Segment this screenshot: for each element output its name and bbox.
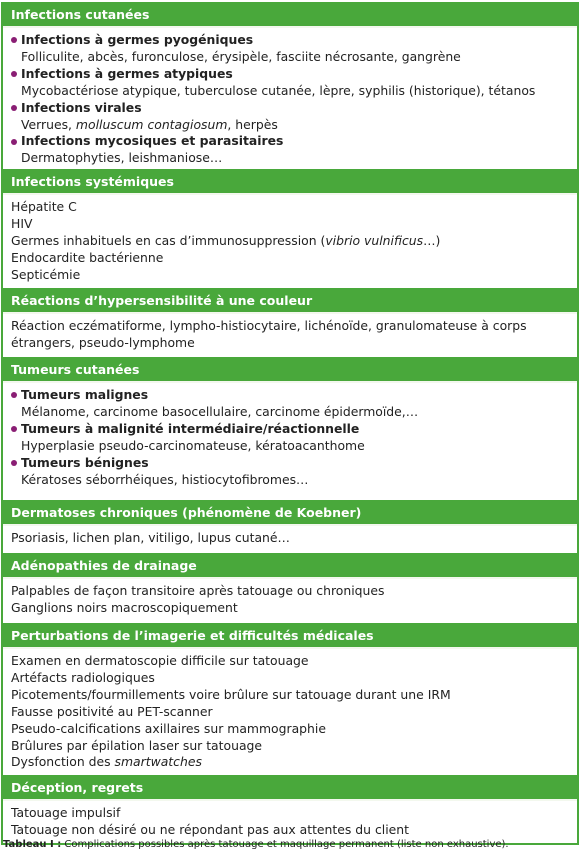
table-caption bbox=[3, 839, 509, 850]
section-body bbox=[3, 579, 577, 623]
list-item: Tatouage impulsif bbox=[11, 805, 121, 820]
subsection-item: Mélanome, carcinome basocellulaire, carcinome épidermoïde,… bbox=[21, 403, 419, 419]
section-header bbox=[3, 357, 577, 383]
subsection-label: Infections à germes atypiques bbox=[21, 65, 233, 81]
list-item: Examen en dermatoscopie difficile sur tatouage bbox=[11, 653, 309, 668]
subsection-item: Kératoses séborrhéiques, histiocytofibromes… bbox=[21, 471, 309, 487]
section-body bbox=[3, 383, 577, 500]
subsection-title bbox=[11, 455, 569, 472]
section-header bbox=[3, 2, 577, 28]
bullet-icon bbox=[11, 392, 17, 398]
section-title: Dermatoses chroniques (phénomène de Koebner) bbox=[11, 504, 362, 520]
list-item: Fausse positivité au PET-scanner bbox=[11, 703, 213, 719]
subsection-item bbox=[11, 117, 569, 134]
bullet-icon bbox=[11, 37, 17, 43]
bullet-icon bbox=[11, 105, 17, 111]
subsection-title bbox=[11, 133, 569, 150]
subsection-label: Infections virales bbox=[21, 99, 142, 115]
section-header bbox=[3, 169, 577, 195]
list-item: Pseudo-calcifications axillaires sur mammographie bbox=[11, 720, 326, 736]
list-item: Tatouage non désiré ou ne répondant pas aux attentes du client bbox=[11, 821, 409, 837]
subsection-label: Infections mycosiques et parasitaires bbox=[21, 133, 284, 149]
subsection-item: Dermatophyties, leishmaniose… bbox=[21, 150, 223, 166]
list-item: Brûlures par épilation laser sur tatouage bbox=[11, 737, 263, 753]
bullet-icon bbox=[11, 426, 17, 432]
section-body bbox=[3, 526, 577, 553]
section-header bbox=[3, 553, 577, 579]
section-title: Déception, regrets bbox=[11, 779, 144, 795]
list-item: étrangers, pseudo-lymphome bbox=[11, 334, 195, 350]
subsection-item: Mycobactériose atypique, tuberculose cutanée, lèpre, syphilis (historique), tétanos bbox=[21, 82, 536, 98]
subsection-title bbox=[11, 421, 569, 438]
subsection-label: Tumeurs à malignité intermédiaire/réactionnelle bbox=[21, 420, 360, 436]
text-part: , herpès bbox=[227, 116, 278, 132]
text-part: Dysfonction des bbox=[11, 754, 115, 770]
italic-term: molluscum contagiosum bbox=[75, 116, 228, 132]
list-item: Picotements/fourmillements voire brûlure sur tatouage durant une IRM bbox=[11, 686, 451, 702]
section-title: Adénopathies de drainage bbox=[11, 557, 197, 573]
list-item: HIV bbox=[11, 215, 33, 231]
section-header bbox=[3, 775, 577, 801]
section-title: Réactions d’hypersensibilité à une couleur bbox=[11, 292, 313, 308]
list-item bbox=[11, 233, 569, 250]
list-item: Artéfacts radiologiques bbox=[11, 669, 155, 685]
section-body bbox=[3, 649, 577, 775]
subsection-label: Infections à germes pyogéniques bbox=[21, 32, 254, 47]
subsection-item: Hyperplasie pseudo-carcinomateuse, kératoacanthome bbox=[21, 437, 365, 453]
list-item: Psoriasis, lichen plan, vitiligo, lupus cutané… bbox=[11, 530, 290, 545]
section-body bbox=[3, 28, 577, 169]
subsection-title bbox=[11, 66, 569, 83]
italic-term: smartwatches bbox=[114, 754, 202, 770]
complications-table bbox=[1, 2, 579, 845]
list-item: Ganglions noirs macroscopiquement bbox=[11, 599, 238, 615]
list-item: Endocardite bactérienne bbox=[11, 249, 164, 265]
list-item: Réaction eczématiforme, lympho-histiocytaire, lichénoïde, granulomateuse à corps bbox=[11, 318, 527, 333]
list-item bbox=[11, 754, 569, 771]
bullet-icon bbox=[11, 460, 17, 466]
subsection-title bbox=[11, 387, 569, 404]
text-part: Germes inhabituels en cas d’immunosuppression ( bbox=[11, 232, 326, 248]
italic-term: vibrio vulnificus bbox=[325, 232, 424, 248]
list-item: Septicémie bbox=[11, 266, 81, 282]
text-part: Verrues, bbox=[21, 116, 76, 132]
section-header bbox=[3, 500, 577, 526]
list-item: Palpables de façon transitoire après tatouage ou chroniques bbox=[11, 583, 385, 598]
section-title: Infections systémiques bbox=[11, 173, 174, 189]
text-part: …) bbox=[423, 232, 441, 248]
section-body bbox=[3, 314, 577, 357]
bullet-icon bbox=[11, 139, 17, 145]
list-item: Hépatite C bbox=[11, 199, 77, 214]
section-title: Perturbations de l’imagerie et difficultés médicales bbox=[11, 627, 374, 643]
subsection-title bbox=[11, 100, 569, 117]
subsection-label: Tumeurs malignes bbox=[21, 387, 149, 402]
bullet-icon bbox=[11, 71, 17, 77]
subsection-item: Folliculite, abcès, furonculose, érysipèle, fasciite nécrosante, gangrène bbox=[21, 48, 461, 64]
section-title: Infections cutanées bbox=[11, 6, 150, 22]
caption-label: Tableau I : bbox=[3, 839, 62, 850]
subsection-title bbox=[11, 32, 569, 49]
subsection-label: Tumeurs bénignes bbox=[21, 454, 149, 470]
section-title: Tumeurs cutanées bbox=[11, 361, 140, 377]
section-header bbox=[3, 623, 577, 649]
section-body bbox=[3, 195, 577, 288]
caption-text: Complications possibles après tatouage et maquillage permanent (liste non exhaustive). bbox=[61, 839, 509, 850]
section-body bbox=[3, 801, 577, 843]
section-header bbox=[3, 288, 577, 314]
